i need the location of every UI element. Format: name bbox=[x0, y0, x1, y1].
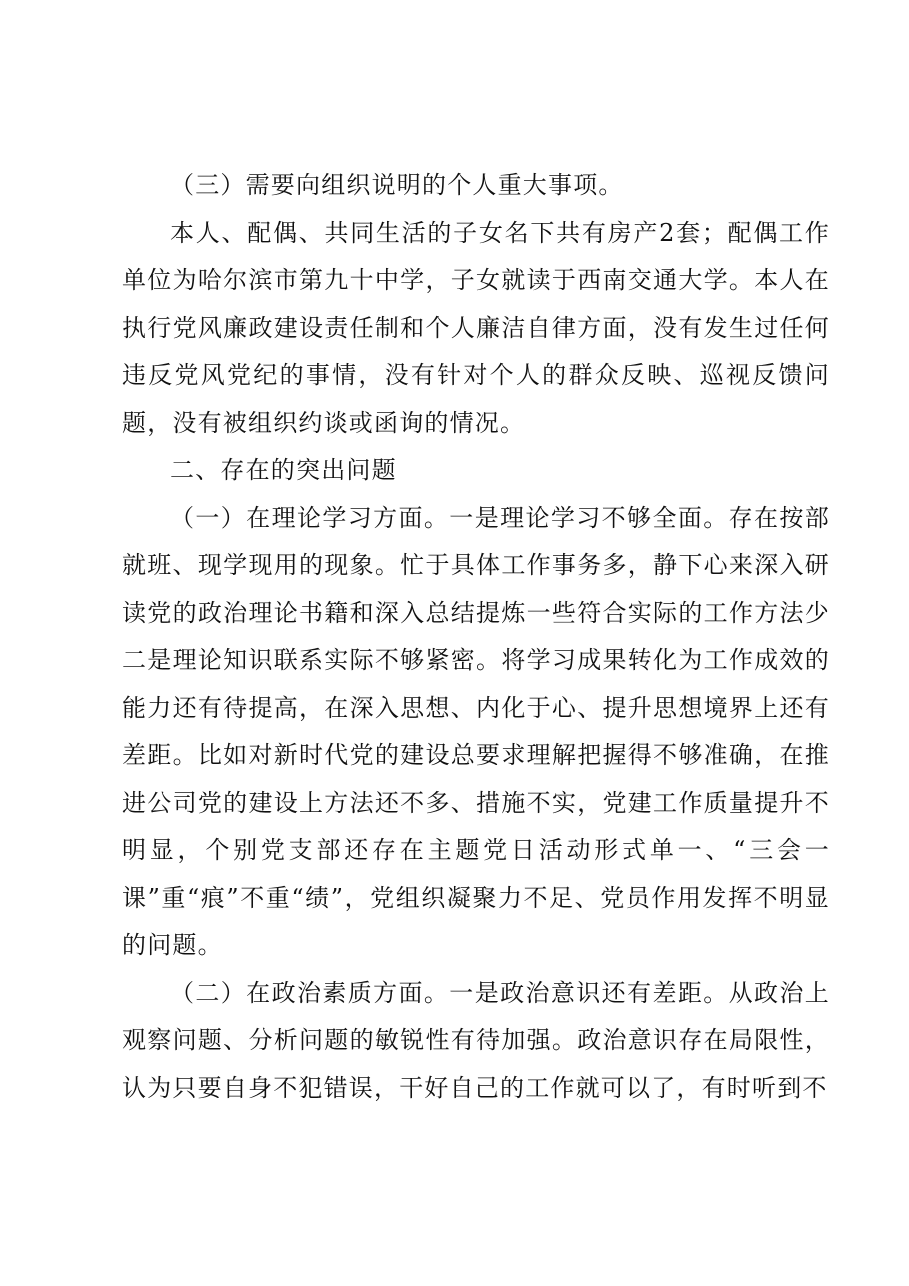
section-heading-problems: 二、存在的突出问题 bbox=[170, 456, 397, 484]
paragraph-personal-matters: 本人、配偶、共同生活的子女名下共有房产2套；配偶工作单位为哈尔滨市第九十中学，子女就读于西南交通大学。本人在执行党风廉政建设责任制和个人廉洁自律方面，没有发生过任何违反党风党纪的事情，没有针对个人的群众反映、巡视反馈问题，没有被组织约谈或函询的情况。 bbox=[122, 218, 830, 437]
paragraph-political-quality: （二）在政治素质方面。一是政治意识还有差距。从政治上观察问题、分析问题的敏锐性有待加强。政治意识存在局限性，认为只要自身不犯错误，干好自己的工作就可以了，有时听到不 bbox=[122, 978, 830, 1102]
paragraph-theory-study: （一）在理论学习方面。一是理论学习不够全面。存在按部就班、现学现用的现象。忙于具体工作事务多，静下心来深入研读党的政治理论书籍和深入总结提炼一些符合实际的工作方法少二是理论知识联系实际不够紧密。将学习成果转化为工作成效的能力还有待提高，在深入思想、内化于心、提升思想境界上还有差距。比如对新时代党的建设总要求理解把握得不够准确，在推进公司党的建设上方法还不多、措施不实，党建工作质量提升不明显，个别党支部还存在主题党日活动形式单一、“三会一课”重“痕”不重“绩”，党组织凝聚力不足、党员作用发挥不明显的问题。 bbox=[122, 503, 830, 959]
paragraph-personal-matters-heading: （三）需要向组织说明的个人重大事项。 bbox=[170, 171, 624, 199]
document-body bbox=[122, 162, 830, 1112]
